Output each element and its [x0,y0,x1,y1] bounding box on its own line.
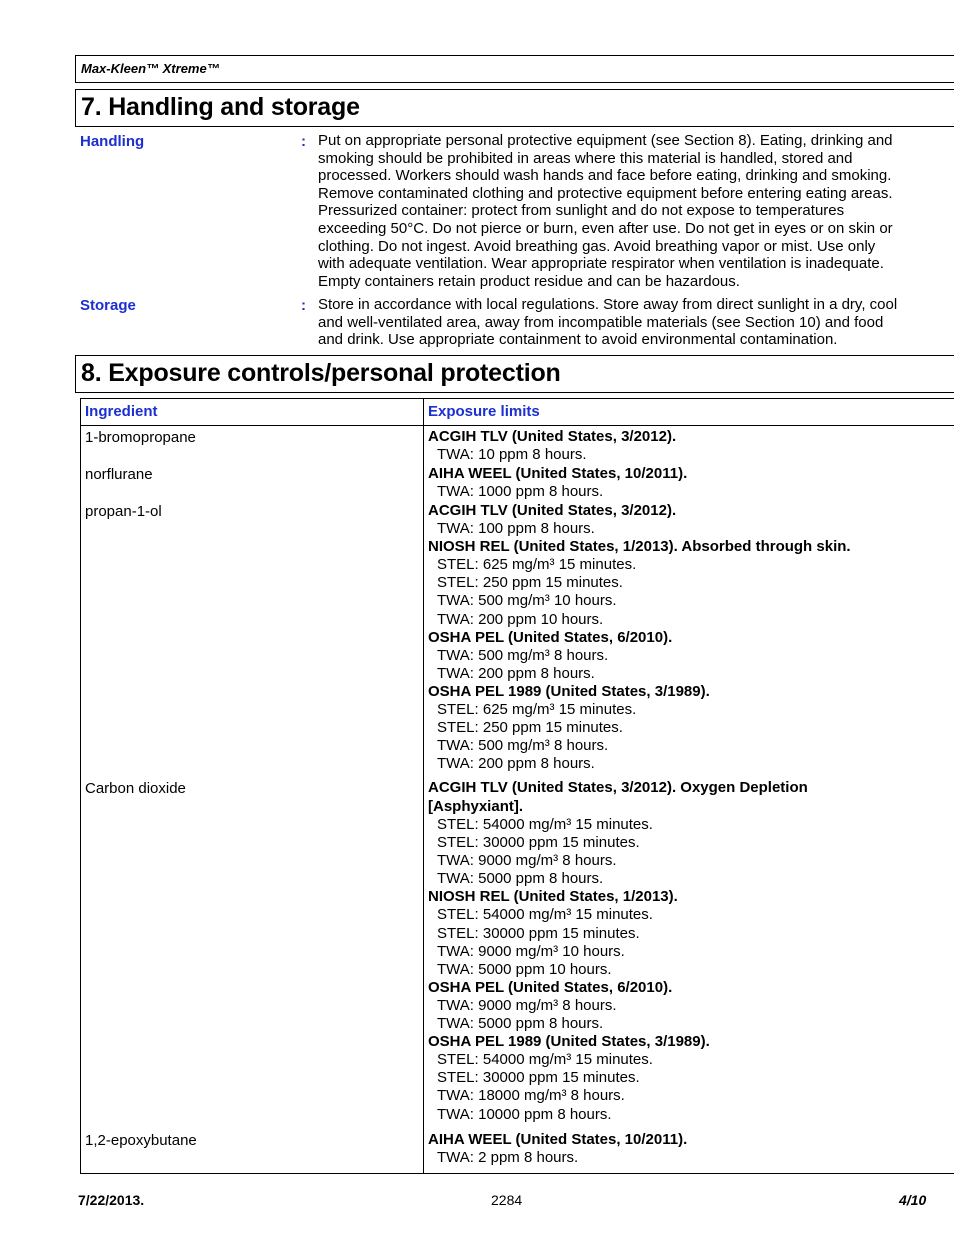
limit-source: OSHA PEL 1989 (United States, 3/1989). [428,682,710,700]
limit-source: OSHA PEL (United States, 6/2010). [428,628,673,646]
handling-line: Empty containers retain product residue and can be hazardous. [318,272,740,290]
limit-source: NIOSH REL (United States, 1/2013). [428,888,678,906]
limit-value: STEL: 250 ppm 15 minutes. [437,574,623,592]
handling-colon: : [301,133,306,150]
limit-value: TWA: 2 ppm 8 hours. [437,1149,579,1167]
limit-source: ACGIH TLV (United States, 3/2012). [428,428,677,445]
limit-value: TWA: 9000 mg/m³ 8 hours. [437,996,617,1014]
exposure-limits-cell [428,465,687,501]
handling-line: exceeding 50°C. Do not pierce or burn, even after use. Do not get in eyes or on skin or [318,219,893,237]
limit-value: TWA: 10000 ppm 8 hours. [437,1105,612,1123]
handling-line: clothing. Do not ingest. Avoid breathing gas. Avoid breathing vapor or mist. Use only [318,237,876,255]
storage-line: and drink. Use appropriate containment to avoid environmental contamination. [318,331,838,349]
storage-line: Store in accordance with local regulations. Store away from direct sunlight in a dry, cool [318,296,898,313]
handling-line: smoking should be prohibited in areas where this material is handled, stored and [318,149,853,167]
handling-line: Remove contaminated clothing and protective equipment before entering eating areas. [318,184,893,202]
storage-line: and well-ventilated area, away from incompatible materials (see Section 10) and food [318,313,884,331]
exposure-limits-cell [428,1131,687,1167]
limit-value: TWA: 5000 ppm 10 hours. [437,960,612,978]
handling-line: with adequate ventilation. Wear appropriate respirator when ventilation is inadequate. [318,255,884,273]
limit-source: OSHA PEL (United States, 6/2010). [428,978,673,996]
ingredient-name: 1,2-epoxybutane [85,1132,197,1149]
product-name: Max-Kleen™ Xtreme™ [75,55,954,83]
limit-source: NIOSH REL (United States, 1/2013). Absorbed through skin. [428,538,851,556]
limit-value: STEL: 625 mg/m³ 15 minutes. [437,556,637,574]
limit-value: TWA: 9000 mg/m³ 10 hours. [437,942,625,960]
limit-value: STEL: 250 ppm 15 minutes. [437,719,623,737]
handling-text [318,132,924,290]
limit-value: TWA: 100 ppm 8 hours. [437,520,595,538]
handling-label: Handling [80,133,145,150]
limit-value: STEL: 30000 ppm 15 minutes. [437,1069,640,1087]
ingredient-name: Carbon dioxide [85,780,186,797]
exposure-limits-cell [428,502,851,773]
limit-value: STEL: 625 mg/m³ 15 minutes. [437,701,637,719]
column-header-ingredient: Ingredient [85,403,158,420]
section-7-title: 7. Handling and storage [75,89,954,127]
storage-text [318,296,924,349]
limit-source-continued: [Asphyxiant]. [428,798,524,815]
limit-value: TWA: 5000 ppm 8 hours. [437,1015,604,1033]
footer-date: 7/22/2013. [78,1192,145,1208]
storage-colon: : [301,297,306,314]
limit-value: STEL: 30000 ppm 15 minutes. [437,834,640,852]
limit-value: TWA: 9000 mg/m³ 8 hours. [437,852,617,870]
handling-line: Put on appropriate personal protective equipment (see Section 8). Eating, drinking and [318,132,893,149]
column-header-exposure-limits: Exposure limits [428,403,540,420]
ingredient-name: 1-bromopropane [85,429,196,446]
handling-line: Pressurized container: protect from sunlight and do not expose to temperatures [318,202,845,220]
limit-value: TWA: 200 ppm 8 hours. [437,664,595,682]
limit-value: TWA: 5000 ppm 8 hours. [437,870,604,888]
limit-value: TWA: 200 ppm 8 hours. [437,755,595,773]
footer-page-number: 4/10 [899,1192,927,1208]
section-8-title: 8. Exposure controls/personal protection [75,355,954,393]
limit-value: TWA: 500 mg/m³ 8 hours. [437,646,609,664]
limit-value: STEL: 30000 ppm 15 minutes. [437,924,640,942]
storage-label: Storage [80,297,136,314]
limit-source: AIHA WEEL (United States, 10/2011). [428,1131,688,1148]
limit-value: TWA: 200 ppm 10 hours. [437,610,604,628]
limit-value: TWA: 18000 mg/m³ 8 hours. [437,1087,625,1105]
exposure-limits-cell [428,428,676,464]
limit-source: ACGIH TLV (United States, 3/2012). [428,502,677,519]
limit-source: OSHA PEL 1989 (United States, 3/1989). [428,1033,710,1051]
limit-value: STEL: 54000 mg/m³ 15 minutes. [437,816,653,833]
exposure-limits-cell [428,778,808,1124]
footer-code: 2284 [491,1192,523,1208]
table-header-divider [80,425,954,426]
ingredient-name: propan-1-ol [85,503,162,520]
handling-line: processed. Workers should wash hands and face before eating, drinking and smoking. [318,167,892,185]
limit-source: ACGIH TLV (United States, 3/2012). Oxygen Depletion [428,779,808,796]
limit-value: TWA: 500 mg/m³ 10 hours. [437,592,617,610]
limit-value: STEL: 54000 mg/m³ 15 minutes. [437,1051,653,1069]
limit-value: TWA: 500 mg/m³ 8 hours. [437,737,609,755]
limit-value: TWA: 10 ppm 8 hours. [437,446,587,464]
limit-source: AIHA WEEL (United States, 10/2011). [428,465,688,482]
ingredient-name: norflurane [85,466,153,483]
limit-value: TWA: 1000 ppm 8 hours. [437,483,604,501]
limit-value: STEL: 54000 mg/m³ 15 minutes. [437,906,653,924]
table-column-divider [423,398,424,1174]
